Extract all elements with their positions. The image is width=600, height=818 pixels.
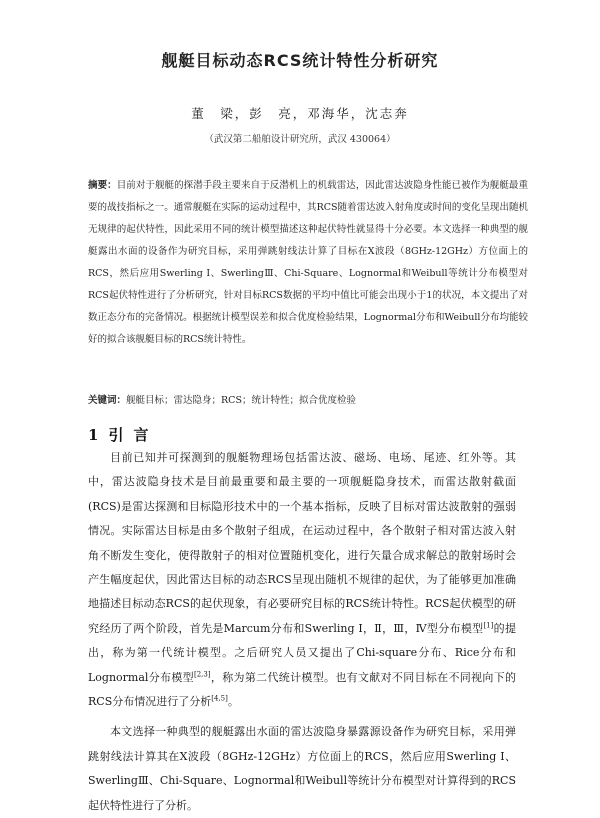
citation-ref[interactable]: [4,5] — [211, 694, 228, 703]
abstract-label: 摘要： — [88, 180, 117, 191]
citation-ref[interactable]: [1] — [483, 621, 494, 630]
paragraph-1 — [88, 446, 516, 714]
body-text — [88, 446, 516, 818]
affiliation: （武汉第二船舶设计研究所，武汉 430064） — [204, 134, 396, 145]
section-name: 引言 — [108, 426, 159, 444]
keywords — [88, 392, 528, 410]
section-heading — [88, 424, 158, 445]
keywords-label: 关键词： — [88, 395, 127, 406]
section-number: 1 — [88, 426, 101, 444]
author-list: 董 梁，彭 亮，邓海华，沈志奔 — [191, 106, 409, 121]
abstract-text: 目前对于舰艇的探潜手段主要来自于反潜机上的机载雷达，因此雷达波隐身性能已被作为舰艇最重要的战技指标之一。通常舰艇在实际的运动过程中，其RCS随着雷达波入射角度或时间的变化呈现出随机无规律的起伏特性，因此采用不同的统计模型描述这种起伏特性就显得十分必要。本文选择一种典型的舰艇露出水面的设备作为研究目标，采用弹跳射线法计算了目标在X波段（8GHz-12GHz）方位面上的RCS，然后应用Swerling Ⅰ、SwerlingⅢ、Chi-Square、Lognormal和Weibull等统计分布模型对RCS起伏特性进行了分析研究，针对目标RCS数据的平均中值比可能会出现小于1的状况，本文提出了对数正态分布的完备情况。根据统计模型误差和拟合优度检验结果，Lognormal分布和Weibull分布均能较好的拟合该舰艇目标的RCS统计特性。 — [88, 180, 528, 345]
citation-ref[interactable]: [2,3] — [194, 670, 211, 678]
paper-title: 舰艇目标动态RCS统计特性分析研究 — [161, 51, 439, 70]
paragraph-1-part-b: 的提出，称为第一代统计模型。之后研究人员又提出了Chi-square分布、Rice分布和Lognormal分布模型 — [88, 621, 516, 684]
paragraph-2: 本文选择一种典型的舰艇露出水面的雷达波隐身暴露源设备作为研究目标，采用弹跳射线法计算其在X波段（8GHz-12GHz）方位面上的RCS，然后应用Swerling Ⅰ、SwerlingⅢ、Chi-Square、Lognormal和Weibull等统计分布模型对计算得到的RCS起伏特性进行了分析。 — [88, 725, 516, 812]
paragraph-1-part-d: 。 — [227, 695, 239, 709]
abstract — [88, 175, 528, 351]
paragraph-1-part-c: ，称为第二代统计模型。也有文献对不同目标在不同视向下的RCS分布情况进行了分析 — [88, 670, 516, 709]
paragraph-1-part-a: 目前已知并可探测到的舰艇物理场包括雷达波、磁场、电场、尾迹、红外等。其中，雷达波隐身技术是目前最重要和最主要的一项舰艇隐身技术，而雷达散射截面(RCS)是雷达探测和目标隐形技术中的一个基本指标，反映了目标对雷达波散射的强弱情况。实际雷达目标是由多个散射子组成，在运动过程中，各个散射子相对雷达波入射角不断发生变化，使得散射子的相对位置随机变化，进行矢量合成求解总的散射场时会产生幅度起伏，因此雷达目标的动态RCS呈现出随机不规律的起伏，为了能够更加准确地描述目标动态RCS的起伏现象，有必要研究目标的RCS统计特性。RCS起伏模型的研究经历了两个阶段，首先是Marcum分布和Swerling Ⅰ，Ⅱ，Ⅲ，Ⅳ型分布模型 — [88, 451, 516, 635]
keywords-text: 舰艇目标；雷达隐身；RCS；统计特性；拟合优度检验 — [126, 395, 356, 406]
